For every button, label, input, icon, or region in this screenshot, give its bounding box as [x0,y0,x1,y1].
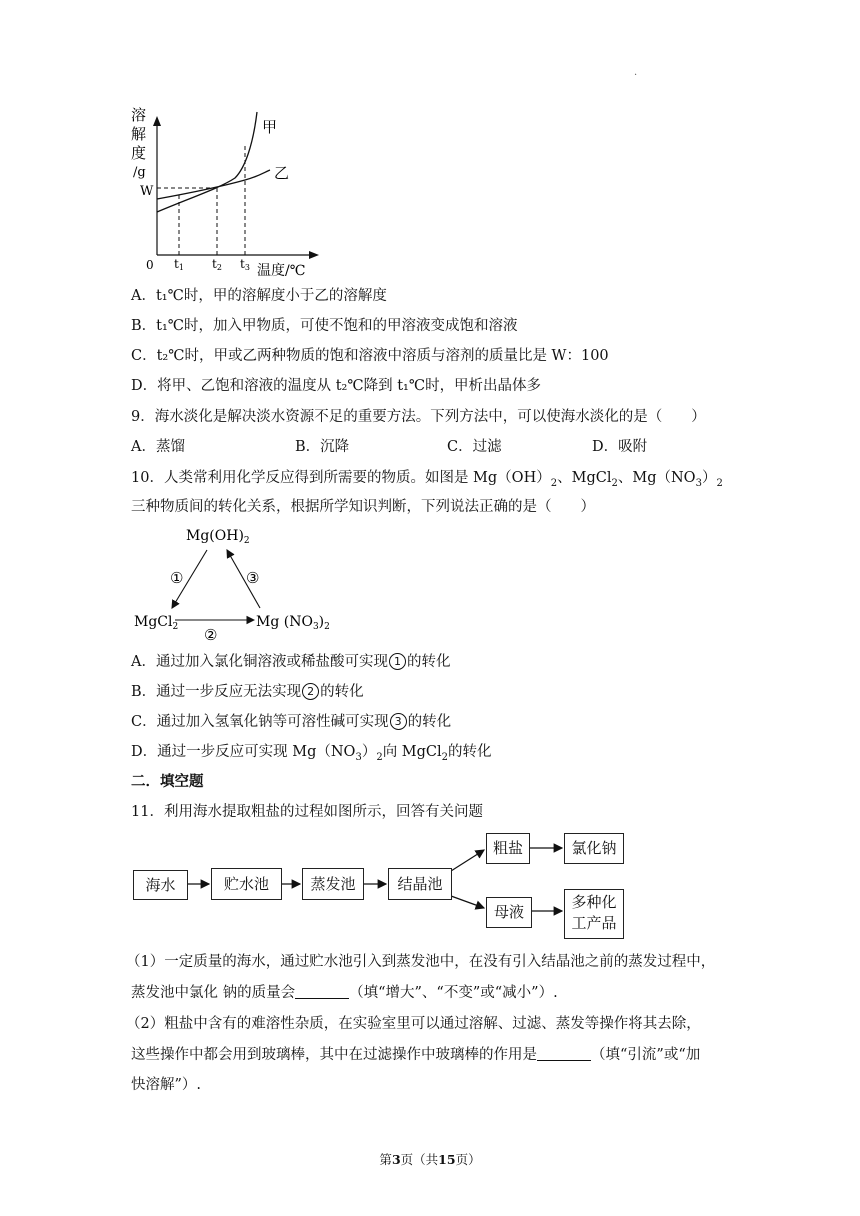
circled-number-2: 2 [302,683,319,700]
q8-option-a: A．t₁℃时，甲的溶解度小于乙的溶解度 [131,288,387,304]
q10-option-a: A．通过加入氯化铜溶液或稀盐酸可实现 1 的转化 [131,654,451,670]
total-page-number: 15 [438,1152,456,1167]
y-label-char-2: 解 [131,125,147,143]
node-mg-no3-2: Mg $(NO_3)_2$ [256,614,330,632]
label-step-1: ① [170,569,184,587]
label-step-2: ② [204,626,218,644]
q9-option-d: D．吸附 [592,439,648,455]
flow-box-evaporation-pond: 蒸发池 [302,868,364,900]
q11-stem: 11．利用海水提取粗盐的过程如图所示，回答有关问题 [131,804,483,820]
q9-option-a: A．蒸馏 [131,439,185,455]
series-yi-label: 乙 [274,164,290,182]
answer-blank-2[interactable] [537,1046,591,1061]
flow-box-chemical-products-line2: 工产品 [571,914,617,932]
answer-blank-1[interactable] [295,984,349,999]
y-label-char-1: 溶 [131,106,147,124]
w-label: W [140,184,154,199]
q11-part2-line1: （2）粗盐中含有的难溶性杂质，在实验室里可以通过溶解、过滤、蒸发等操作将其去除， [126,1016,701,1032]
q9-option-b: B．沉降 [295,439,350,455]
q8-option-b: B．t₁℃时，加入甲物质，可使不饱和的甲溶液变成饱和溶液 [131,318,518,334]
q11-part2-line2: 这些操作中都会用到玻璃棒，其中在过滤操作中玻璃棒的作用是 （填“引流”或“加 [131,1047,701,1063]
flow-arrow-4 [451,850,484,871]
y-label-char-4: /g [133,165,146,180]
node-mg-oh2: $Mg(OH)_2$ [186,528,250,546]
t3-tick-label: t3 [240,257,250,272]
q8-option-d: D．将甲、乙饱和溶液的温度从 t₂℃降到 t₁℃时，甲析出晶体多 [131,378,542,394]
q9-option-c: C．过滤 [447,439,502,455]
flow-box-crude-salt: 粗盐 [486,833,530,864]
flow-box-seawater: 海水 [133,870,188,900]
page-mark: · [634,70,638,81]
page-footer: 第3页（共15页） [379,1152,481,1167]
node-mgcl2: MgCl$_2$ [134,614,179,632]
q11-part1-line2: 蒸发池中氯化 钠的质量会 （填“增大”、“不变”或“减小”）. [131,985,558,1001]
y-label-char-3: 度 [131,144,147,162]
section-title-fill-in: 二．填空题 [131,774,204,790]
circled-number-1: 1 [389,653,406,670]
flow-box-chemical-products-line1: 多种化 [571,893,617,911]
circled-number-3: 3 [390,713,407,730]
q11-part1-line1: （1）一定质量的海水，通过贮水池引入到蒸发池中，在没有引入结晶池之前的蒸发过程中， [126,954,716,970]
t2-tick-label: t2 [212,257,222,272]
q10-option-c: C．通过加入氢氧化钠等可溶性碱可实现 3 的转化 [131,714,452,730]
flow-box-mother-liquor: 母液 [486,897,532,928]
q10-option-d: D．通过一步反应可实现 $Mg(NO_3)_2$向 MgCl$_2$的转化 [131,744,492,763]
flow-box-chemical-products [564,889,624,939]
origin-label: 0 [146,258,154,272]
q8-option-c: C．t₂℃时，甲或乙两种物质的饱和溶液中溶质与溶剂的质量比是 W：100 [131,348,609,364]
current-page-number: 3 [391,1152,401,1167]
flow-box-crystallization-pond: 结晶池 [388,868,452,900]
q10-stem-line1: 10．人类常利用化学反应得到所需要的物质。如图是 $Mg(OH)_2$、MgCl$_2$、$Mg(NO_3)_2$ [131,470,723,489]
x-axis-label: 温度/℃ [257,263,306,279]
q11-part2-line3: 快溶解”）. [131,1077,202,1093]
q10-stem-line2: 三种物质间的转化关系，根据所学知识判断，下列说法正确的是（ ） [131,499,595,515]
flow-box-sodium-chloride: 氯化钠 [564,833,624,864]
flow-arrow-5 [451,896,484,908]
series-jia-label: 甲 [262,118,278,136]
flow-box-reservoir: 贮水池 [211,868,282,900]
q10-option-b: B．通过一步反应无法实现 2 的转化 [131,684,364,700]
t1-tick-label: t1 [174,257,184,272]
q9-stem: 9．海水淡化是解决淡水资源不足的重要方法。下列方法中，可以使海水淡化的是（ ） [131,409,706,425]
label-step-3: ③ [246,569,260,587]
